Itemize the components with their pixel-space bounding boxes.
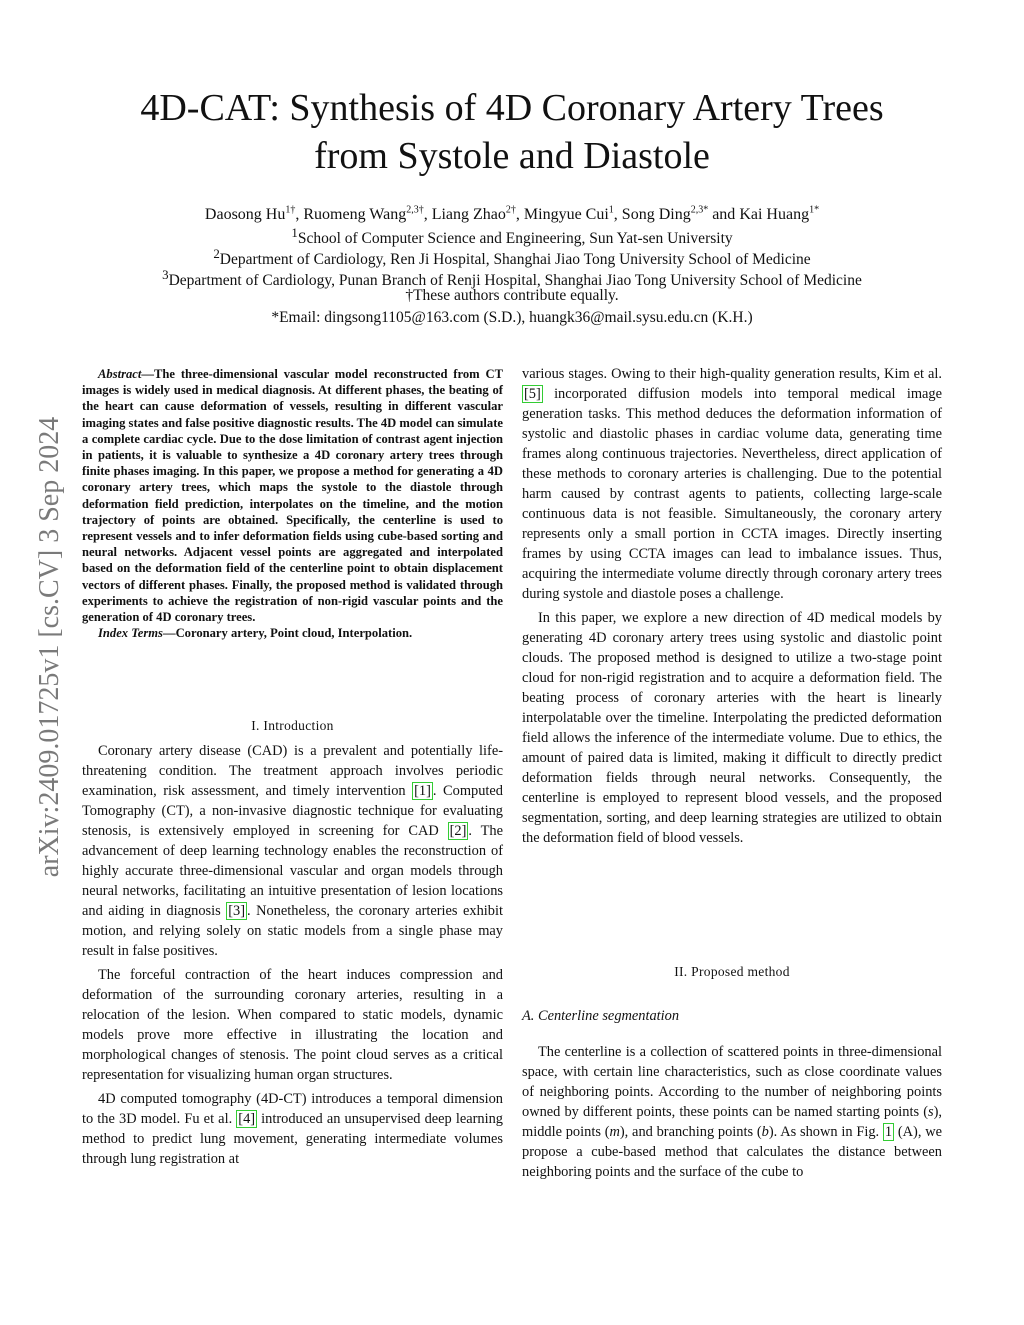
affiliation-1: $^1$School of Computer Science and Engineering, Sun Yat-sen University xyxy=(291,225,733,248)
citation-1[interactable]: [1] xyxy=(414,783,431,799)
intro-paragraph-2: The forceful contraction of the heart induces compression and deformation of the surrounding coronary arteries, resulting in a relocation of the lesion. When compared to static models, dynamic models prove more effective in illustrating the location and morphological changes of stenosis. The point cloud serves as a critical representation for visualizing human organ structures. xyxy=(82,967,503,1083)
right-column-upper xyxy=(522,364,942,848)
abstract-block xyxy=(82,366,503,641)
abstract-paragraph xyxy=(82,366,503,625)
centerline-paragraph: The centerline is a collection of scattered points in three-dimensional space, with certain line characteristics, such as close coordinate values of neighboring points. According to the number of neighboring points owned by different points, these points can be named starting points (s), middle points (m), and branching points (b). As shown in Fig. 1 (A), we propose a cube-based method that calculates the distance between neighboring points and the surface of the cube to xyxy=(522,1044,942,1180)
title-line-2: from Systole and Diastole xyxy=(314,135,710,177)
author-3: Liang Zhao$^{2\dagger}$, xyxy=(431,205,524,224)
intro-paragraph-1: Coronary artery disease (CAD) is a prevalent and potentially life-threatening condition. The treatment approach involves periodic examination, risk assessment, and timely intervention [1] . Computed Tomography (CT), a non-invasive diagnostic technique for evaluating stenosis, is extensively employed in screening for CAD [2] . The advancement of deep learning technology enables the reconstruction of highly accurate three-dimensional vascular and organ models through neural networks, facilitating an intuitive presentation of lesion locations and aiding in diagnosis [3] . Nonetheless, the coronary arteries exhibit motion, and relying solely on static models from a single phase may result in false positives. xyxy=(82,743,503,959)
right-paragraph-1: various stages. Owing to their high-quality generation results, Kim et al. [5] incorporated diffusion models into temporal medical image generation tasks. This method deduces the deformation information of systolic and diastolic phases in cardiac volume data, generating time frames along continuous trajectories. Nevertheless, direct application of these methods to coronary arteries is challenging. Due to the potential harm caused by contrast agents to patients, collecting large-scale continuous data is not feasible. Simultaneously, the coronary artery represents only a small portion in CCTA images. Directly inserting frames by using CCTA images can lead to imbalance issues. Thus, acquiring the intermediate volume directly through coronary artery trees during systole and diastole poses a challenge. xyxy=(522,366,942,602)
affiliation-2: $^2$Department of Cardiology, Ren Ji Hospital, Shanghai Jiao Tong University School of Medicine xyxy=(213,246,811,269)
arxiv-identifier: arXiv:2409.01725v1 [cs.CV] 3 Sep 2024 xyxy=(34,416,65,878)
author-2: Ruomeng Wang$^{2,3\dagger}$, xyxy=(303,205,432,224)
author-list xyxy=(0,200,1024,225)
title-line-1: 4D-CAT: Synthesis of 4D Coronary Artery Trees xyxy=(140,87,884,129)
author-1: Daosong $Hu^{1\dagger}$, xyxy=(204,205,304,224)
citation-2[interactable]: [2] xyxy=(449,823,467,839)
figure-1-reference[interactable]: 1 xyxy=(884,1124,893,1140)
email-line: *Email: dingsong1105@163.com (S.D.), huangk36@mail.sysu.edu.cn (K.H.) xyxy=(271,309,753,326)
author-4: Mingyue Cui$^1$, xyxy=(523,205,622,224)
subsection-heading-centerline: A. Centerline segmentation xyxy=(522,1008,680,1024)
intro-paragraph-3: 4D computed tomography (4D-CT) introduces a temporal dimension to the 3D model. Fu et al. [4] introduced an unsupervised deep learning method to predict lung movement, generating intermediate volumes through lung registration at xyxy=(82,1091,503,1167)
citation-3[interactable]: [3] xyxy=(228,903,246,919)
author-6: Kai Huang$^{1*}$ xyxy=(739,205,820,224)
citation-4[interactable]: [4] xyxy=(238,1111,256,1127)
section-heading-proposed-method: II. Proposed method xyxy=(674,964,790,979)
affiliation-3: $^3$Department of Cardiology, Punan Branch of Renji Hospital, Shanghai Jiao Tong University School of Medicine xyxy=(162,267,862,290)
abstract-heading: Abstract xyxy=(98,367,142,381)
centerline-section xyxy=(522,1042,942,1182)
author-5: Song Ding$^{2,3*}$ and xyxy=(621,205,740,224)
abstract-text: —The three-dimensional vascular model reconstructed from CT images is widely used in medical diagnosis. At different phases, the beating of the heart can cause deformation of vessels, resulting in different vascular imaging states and false positive diagnostic results. The 4D model can simulate a complete cardiac cycle. Due to the dose limitation of contrast agent injection in patients, it is valuable to synthesize a 4D coronary artery trees through finite phases imaging. In this paper, we propose a method for generating a 4D coronary artery trees, which maps the systole to the diastole through deformation field prediction, interpolates on the timeline, and the motion trajectory of points are obtained. Specifically, the centerline is used to represent vessels and to infer deformation fields using cube-based sorting and neural networks. Adjacent vessel points are aggregated and interpolated based on the deformation field of the centerline point to obtain displacement vectors of different phases. Finally, the proposed method is validated through experiments to achieve the registration of non-rigid vascular points and the generation of 4D coronary trees. xyxy=(82,367,503,625)
right-paragraph-2: In this paper, we explore a new direction of 4D medical models by generating 4D coronary artery trees using systolic and diastolic point clouds. The proposed method is designed to utilize a two-stage point cloud for non-rigid registration and to acquire a deformation field. The beating process of coronary arteries with the heart is linearly interpolatable over the timeline. Interpolating the predicted deformation field allows the inference of the intermediate volume. Due to ethics, the amount of paired data is limited, making it difficult to directly predict deformation fields through neural networks. Consequently, the centerline is employed to represent blood vessels, and the proposed segmentation, sorting, and deep learning strategies are utilized to obtain the deformation field of blood vessels. xyxy=(522,610,942,846)
equal-contribution-note: †These authors contribute equally. xyxy=(405,287,619,304)
index-terms: Index Terms—Coronary artery, Point cloud, Interpolation. xyxy=(98,626,413,641)
paper-title xyxy=(0,84,1024,180)
introduction-section xyxy=(82,716,503,1169)
section-heading-introduction: I. Introduction xyxy=(251,718,334,733)
citation-5[interactable]: [5] xyxy=(524,386,541,402)
